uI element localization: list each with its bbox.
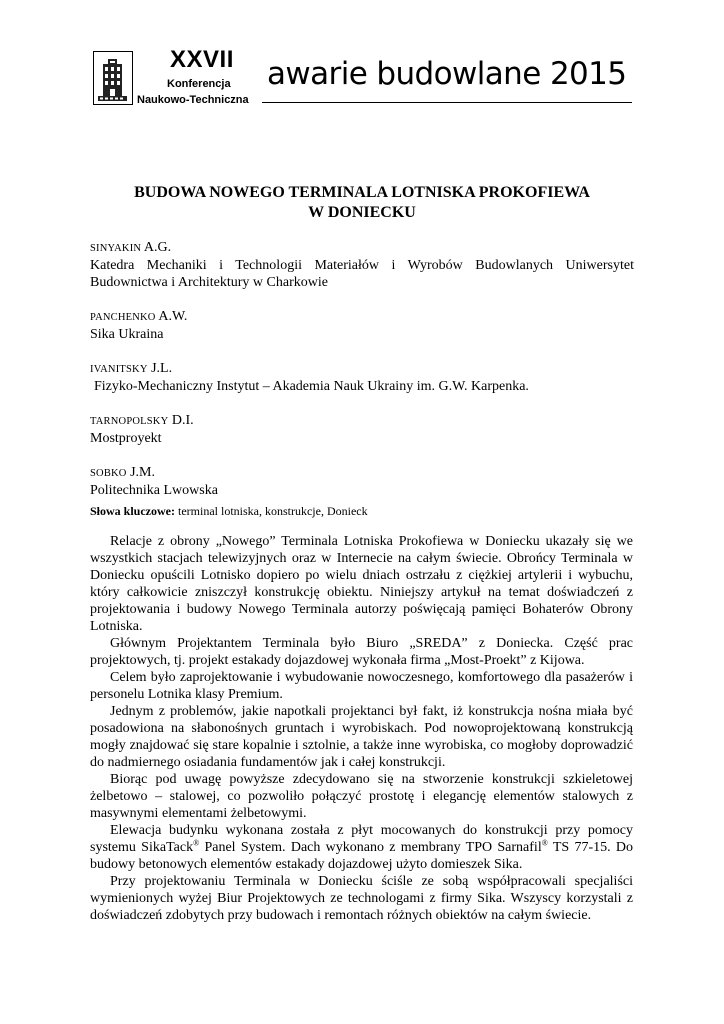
author-surname: SOBKO xyxy=(90,468,127,479)
author-initials: J.M. xyxy=(130,465,155,480)
series-title: awarie budowlane 2015 xyxy=(267,56,627,92)
conference-type: Naukowo-Techniczna xyxy=(137,94,249,106)
author-affiliation: Politechnika Lwowska xyxy=(90,483,218,498)
author-affiliation: Sika Ukraina xyxy=(90,327,164,342)
author-surname: IVANITSKY xyxy=(90,364,148,375)
conference-logo xyxy=(93,51,133,105)
paper-title-line: W DONIECKU xyxy=(308,204,416,221)
registered-mark: ® xyxy=(541,838,548,848)
author-block xyxy=(90,464,634,499)
author-block xyxy=(90,308,634,343)
author-initials: A.W. xyxy=(158,309,188,324)
author-surname: SINYAKIN xyxy=(90,243,142,254)
author-affiliation: Fizyko-Mechaniczny Instytut – Akademia Nauk Ukrainy im. G.W. Karpenka. xyxy=(94,379,529,394)
author-surname: TARNOPOLSKY xyxy=(90,416,169,427)
author-block xyxy=(90,412,634,447)
body-paragraph: Celem było zaprojektowanie i wybudowanie nowoczesnego, komfortowego dla pasażerów i personelu Lotnika klasy Premium. xyxy=(90,670,633,702)
keywords-text: terminal lotniska, konstrukcje, Donieck xyxy=(178,504,368,518)
registered-mark: ® xyxy=(193,838,200,848)
author-initials: A.G. xyxy=(143,240,172,255)
author-affiliation: Mostproyekt xyxy=(90,431,162,446)
body-paragraph: Głównym Projektantem Terminala było Biuro „SREDA” z Doniecka. Część prac projektowych, tj. projekt estakady dojazdowej wykonała firma „Most-Proekt” z Kijowa. xyxy=(90,636,633,668)
body-paragraph: Przy projektowaniu Terminala w Doniecku ściśle ze sobą współpracowali specjaliści wymienionych wyżej Biur Projektowych ze technologami z firmy Sika. Wszyscy korzystali z doświadczeń zdobytych przy budowach i remontach różnych obiektów na całym świecie. xyxy=(90,874,633,923)
author-block xyxy=(90,239,634,291)
body-paragraph: Relacje z obrony „Nowego” Terminala Lotniska Prokofiewa w Doniecku ukazały się we wszystkich stacjach telewizyjnych oraz w Internecie na całym świecie. Obrońcy Terminala w Doniecku opuścili Lotnisko dopiero po wielu dniach ostrzału z ciężkiej artylerii i wybuchu, który całkowicie zniszczył konstrukcję obiektu. Niniejszy artykuł na temat doświadczeń z projektowania i budowy Nowego Terminala autorzy poświęcają pamięci Bohaterów Obrony Lotniska. xyxy=(90,534,633,634)
body-paragraph: Biorąc pod uwagę powyższe zdecydowano się na stworzenie konstrukcji szkieletowej żelbetowo – stalowej, co pozwoliło połączyć prostotę i elegancję elementów stalowych z masywnymi elementami żelbetowymi. xyxy=(90,772,633,821)
author-surname: PANCHENKO xyxy=(90,312,156,323)
author-initials: D.I. xyxy=(171,413,194,428)
conference-label: Konferencja xyxy=(167,78,231,90)
body-paragraph: Elewacja budynku wykonana została z płyt mocowanych do konstrukcji przy pomocy systemu SikaTack® Panel System. Dach wykonano z membrany TPO Sarnafil® TS 77-15. Do budowy betonowych elementów estakady dojazdowej użyto domieszek Sika. xyxy=(90,823,634,872)
author-block xyxy=(90,360,634,395)
author-list xyxy=(90,239,634,516)
paper-title xyxy=(90,183,634,223)
keywords xyxy=(90,504,368,519)
keywords-label: Słowa kluczowe: xyxy=(90,504,175,518)
paper-body xyxy=(90,533,633,924)
author-initials: J.L. xyxy=(151,361,173,376)
paper-title-line: BUDOWA NOWEGO TERMINALA LOTNISKA PROKOFIEWA xyxy=(134,184,590,201)
author-affiliation: Katedra Mechaniki i Technologii Materiałów i Wyrobów Budowlanych Uniwersytet Budownictwa i Architektury w Charkowie xyxy=(90,258,634,290)
body-paragraph: Jednym z problemów, jakie napotkali projektanci był fakt, iż konstrukcja nośna miała być posadowiona na słabonośnych gruntach i wyrobiskach. Pod nowoprojektowaną konstrukcją mogły znajdować się stare kopalnie i sztolnie, a także inne wyrobiska, co mogłoby doprowadzić do nadmiernego osiadania fundamentów jak i całej konstrukcji. xyxy=(90,704,633,770)
header-rule xyxy=(262,102,632,103)
conference-edition: XXVII xyxy=(170,46,234,73)
